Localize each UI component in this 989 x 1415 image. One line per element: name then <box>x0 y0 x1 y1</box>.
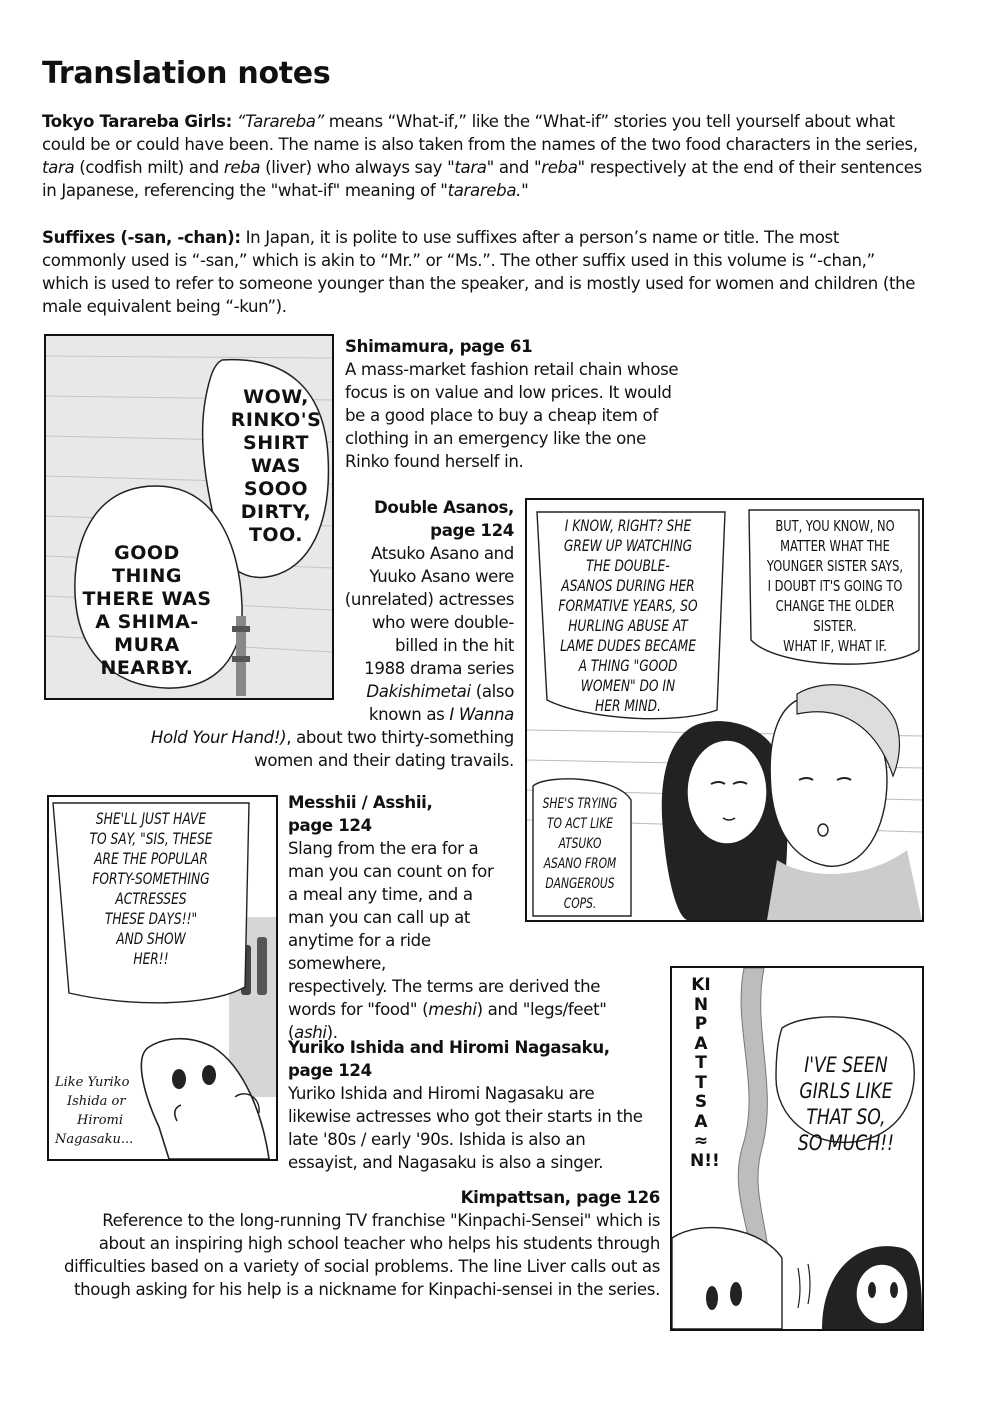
italic-term: tara <box>42 158 75 177</box>
speech-bubble-ive-seen <box>789 1052 904 1156</box>
note-line: billed in the hit <box>395 636 514 655</box>
bubble-line: WHAT IF, WHAT IF. <box>783 637 887 655</box>
note-tarareba <box>42 110 924 202</box>
bubble-line: GREW UP WATCHING <box>563 536 693 555</box>
caption-line: SHE'S TRYING <box>542 796 618 812</box>
bubble-line: ARE THE POPULAR <box>94 849 208 868</box>
note-text: In Japan, it is polite to use suffixes after a person’s name or title. The most commonly used is “-san,” which is akin to “Mr.” or “Ms.”. The other suffix used in this volume is “-chan,” which is used to refer to someone younger than the speaker, and is mostly used for women and children (the male equivalent being “-kun”). <box>42 228 916 316</box>
italic-term: “Tarareba” <box>236 112 324 131</box>
italic-term: "reba" <box>533 158 585 177</box>
note-body <box>288 975 618 1044</box>
page-title: Translation notes <box>42 56 331 91</box>
note-heading: Suffixes (-san, -chan): <box>42 228 241 247</box>
note-body: Yuriko Ishida and Hiromi Nagasaku are likewise actresses who got their starts in the late '80s / early '90s. Ishida is also an essayist, and Nagasaku is also a singer. <box>288 1084 643 1172</box>
note-line: Yuuko Asano were <box>369 567 514 586</box>
bubble-line: TOO. <box>248 524 304 546</box>
bubble-line: HER!! <box>133 949 169 968</box>
speech-bubble-sis-these <box>69 809 232 969</box>
bubble-line: FORMATIVE YEARS, SO <box>558 596 698 615</box>
term-meshi: meshi <box>428 1000 477 1019</box>
caption-line: ATSUKO <box>558 836 602 852</box>
bubble-line: SHIRT <box>243 432 309 454</box>
note-line: (unrelated) actresses <box>344 590 514 609</box>
note-heading: page 124 <box>288 816 372 835</box>
note-suffixes <box>42 226 924 318</box>
drama-title: Dakishimetai <box>366 682 471 701</box>
note-text: ). <box>326 1023 338 1042</box>
bubble-line: I DOUBT IT'S GOING TO <box>767 577 903 595</box>
note-text: known as <box>368 705 450 724</box>
caption-line: TO ACT LIKE <box>546 816 614 832</box>
note-line: Atsuko Asano and <box>371 544 514 563</box>
bubble-line: ASANOS DURING HER <box>561 576 695 595</box>
note-text: (codfish milt) and <box>74 158 224 177</box>
bubble-line: THE DOUBLE- <box>586 556 670 575</box>
drama-alt-title: Hold Your Hand!) <box>150 728 287 747</box>
bubble-line: ACTRESSES <box>115 889 187 908</box>
bubble-line: MATTER WHAT THE <box>780 537 890 555</box>
note-heading: page 124 <box>430 521 514 540</box>
aside-like-yuriko <box>55 1073 165 1149</box>
italic-term: "tarareba." <box>440 181 529 200</box>
bubble-line: LAME DUDES BECAME <box>560 636 696 655</box>
note-text: ) and "legs/feet" ( <box>288 1000 607 1042</box>
note-line: women and their dating travails. <box>254 751 514 770</box>
italic-term: "tara" <box>447 158 494 177</box>
aside-line: Nagasaku... <box>55 1132 134 1147</box>
term-ashi: ashi <box>294 1023 327 1042</box>
note-text: (liver) who always say <box>260 158 448 177</box>
note-line: who were double- <box>371 613 514 632</box>
note-heading: Messhii / Asshii, <box>288 793 433 812</box>
caption-line: ASANO FROM <box>543 856 617 872</box>
bubble-line: THING <box>112 565 182 587</box>
bubble-line: WOW, <box>243 386 309 408</box>
aside-line: Like Yuriko <box>55 1075 130 1090</box>
note-heading: Shimamura, page 61 <box>345 337 533 356</box>
caption-line: COPS. <box>563 896 597 912</box>
bubble-line: SHE'LL JUST HAVE <box>95 809 207 828</box>
manga-panel-messhii <box>47 795 278 1161</box>
bubble-line: BUT, YOU KNOW, NO <box>775 517 895 535</box>
speech-bubble-but-you-know <box>760 516 910 656</box>
note-heading: Kimpattsan, page 126 <box>460 1188 660 1207</box>
note-body: Slang from the era for a man you can count on for a meal any time, and a man you can call up at anytime for a ride somewhere, <box>288 839 494 973</box>
bubble-line: TO SAY, "SIS, THESE <box>89 829 213 848</box>
aside-line: Hiromi <box>77 1113 124 1128</box>
note-heading: Tokyo Tarareba Girls: <box>42 112 232 131</box>
note-text: and <box>493 158 534 177</box>
bubble-line: SO MUCH!! <box>797 1131 895 1155</box>
note-body: Reference to the long-running TV franchise "Kinpachi-Sensei" which is about an inspiring high school teacher who helps his students through difficulties based on a variety of social problems. The line Liver calls out as though asking for his help is a nickname for Kinpachi-sensei in the series. <box>64 1211 661 1299</box>
bubble-line: SOOO <box>243 478 309 500</box>
bubble-line: THESE DAYS!!" <box>104 909 198 928</box>
note-heading: Double Asanos, <box>374 498 514 517</box>
bubble-line: A SHIMA- <box>95 611 199 633</box>
note-kimpattsan <box>64 1186 660 1301</box>
note-yuriko-hiromi <box>288 1036 658 1174</box>
note-line <box>140 680 514 703</box>
note-body: A mass-market fashion retail chain whose focus is on value and low prices. It would be a good place to buy a cheap item of clothing in an emergency like the one Rinko found herself in. <box>345 360 679 471</box>
bubble-line: I KNOW, RIGHT? SHE <box>564 516 692 535</box>
note-line <box>140 703 514 726</box>
aside-line: Ishida or <box>67 1094 126 1109</box>
bubble-line: GOOD <box>114 542 180 564</box>
bubble-line: A THING "GOOD <box>578 656 678 675</box>
note-text: respectively at the end of their sentences in Japanese, referencing the "what-if" meaning of <box>42 158 922 200</box>
bubble-line: YOUNGER SISTER SAYS, <box>766 557 904 575</box>
note-shimamura <box>345 335 690 473</box>
bubble-line: NEARBY. <box>100 657 194 679</box>
bubble-line: FORTY-SOMETHING <box>92 869 210 888</box>
bubble-line: GIRLS LIKE <box>799 1079 893 1103</box>
note-text: respectively. The terms are derived the words for "food" ( <box>288 977 601 1019</box>
note-line <box>140 726 514 749</box>
note-line: 1988 drama series <box>364 659 514 678</box>
bubble-line: MURA <box>114 634 180 656</box>
note-text: (also <box>470 682 514 701</box>
bubble-line: DIRTY, <box>240 501 312 523</box>
bubble-line: RINKO'S <box>230 409 322 431</box>
italic-term: reba <box>223 158 261 177</box>
bubble-line: AND SHOW <box>116 929 186 948</box>
vertical-shout-kinpattsan: KINPATTSA≈N!! <box>690 975 720 1171</box>
note-text: means “What-if,” like the “What-if” stories you tell yourself about what could be or could have been. The name is also taken from the names of the two food characters in the series, <box>42 112 918 154</box>
bubble-line: THERE WAS <box>82 588 212 610</box>
note-text: , about two thirty-something <box>286 728 514 747</box>
note-heading: Yuriko Ishida and Hiromi Nagasaku, <box>288 1038 610 1057</box>
caption-line: DANGEROUS <box>545 876 615 892</box>
bubble-line: I'VE SEEN <box>804 1053 888 1077</box>
note-heading: page 124 <box>288 1061 372 1080</box>
note-messhii <box>288 791 618 1044</box>
bubble-line: WAS <box>251 455 301 477</box>
bubble-line: HER MIND. <box>595 696 661 715</box>
bubble-line: THAT SO, <box>806 1105 886 1129</box>
bubble-line: CHANGE THE OLDER SISTER. <box>775 597 895 635</box>
drama-alt-title: I Wanna <box>449 705 514 724</box>
bubble-line: WOMEN" DO IN <box>580 676 676 695</box>
manga-panel-kimpattsan <box>670 966 924 1331</box>
speech-bubble-i-know <box>547 516 709 716</box>
bubble-line: HURLING ABUSE AT <box>568 616 688 635</box>
note-double-asanos <box>140 496 514 772</box>
